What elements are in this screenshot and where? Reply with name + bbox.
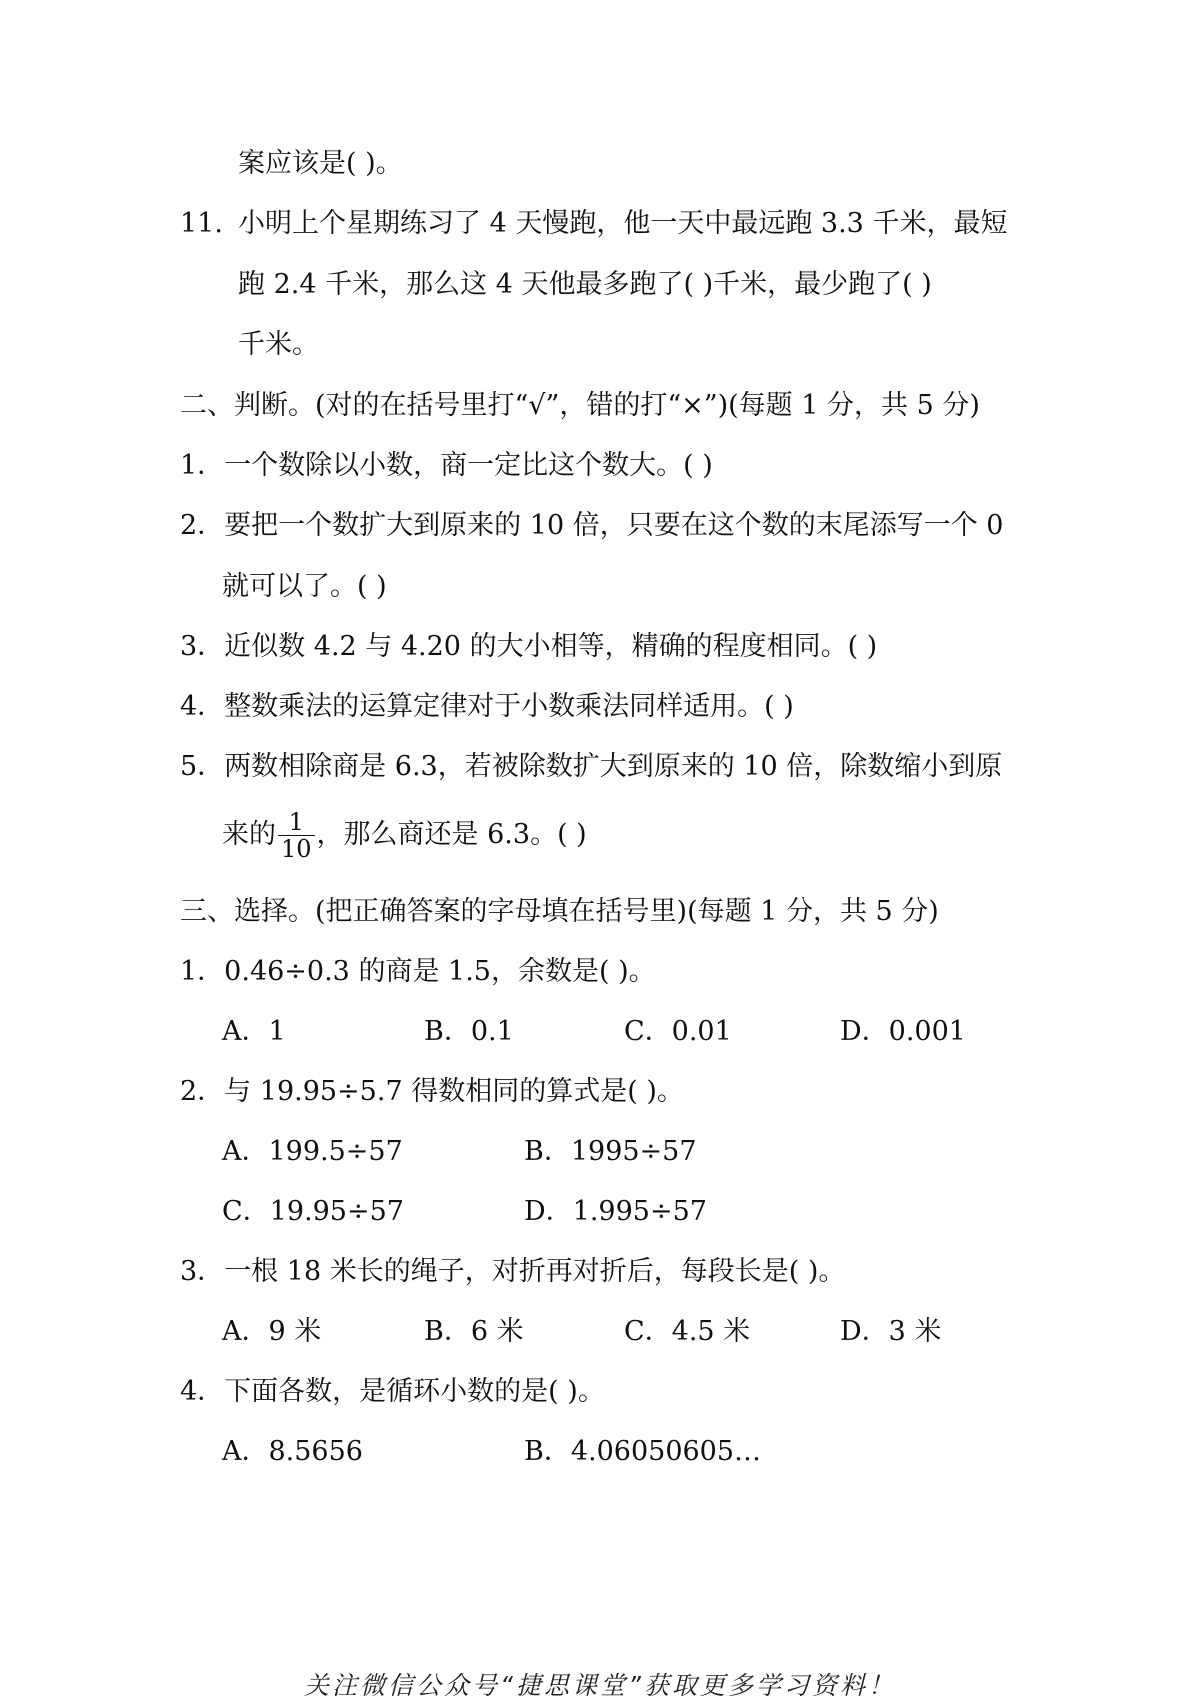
choice-1-option-c: C．0.01 xyxy=(624,1016,732,1047)
fraction-numerator: 1 xyxy=(278,809,315,836)
choice-1-option-a: A．1 xyxy=(222,1016,286,1047)
judge-question-5-suffix: ，那么商还是 6.3。( ) xyxy=(316,819,587,850)
choice-question-3: 3．一根 18 米长的绳子，对折再对折后，每段长是( )。 xyxy=(180,1256,846,1287)
choice-3-option-c: C．4.5 米 xyxy=(624,1316,751,1347)
choice-4-option-b: B．4.06050605… xyxy=(524,1436,762,1467)
choice-3-option-a: A．9 米 xyxy=(222,1316,322,1347)
question-11-line-3: 千米。 xyxy=(238,329,319,360)
judge-question-5-line-2 xyxy=(222,800,587,870)
choice-1-option-b: B．0.1 xyxy=(424,1016,514,1047)
question-11-text-1: 小明上个星期练习了 4 天慢跑，他一天中最远跑 3.3 千米，最短 xyxy=(238,208,1008,239)
choice-2-option-b: B．1995÷57 xyxy=(524,1136,697,1167)
prev-question-continuation: 案应该是( )。 xyxy=(238,148,403,179)
section-3-title: 三、选择。(把正确答案的字母填在括号里)(每题 1 分，共 5 分) xyxy=(180,896,939,927)
fraction-denominator: 10 xyxy=(281,835,312,863)
judge-question-2-line-1: 2．要把一个数扩大到原来的 10 倍，只要在这个数的末尾添写一个 0 xyxy=(180,510,1004,541)
choice-2-option-c: C．19.95÷57 xyxy=(222,1196,404,1227)
question-11-line-2: 跑 2.4 千米，那么这 4 天他最多跑了( )千米，最少跑了( ) xyxy=(238,269,932,300)
judge-question-5-line-1: 5．两数相除商是 6.3，若被除数扩大到原来的 10 倍，除数缩小到原 xyxy=(180,751,1003,782)
judge-question-1: 1．一个数除以小数，商一定比这个数大。( ) xyxy=(180,450,713,481)
choice-4-option-a: A．8.5656 xyxy=(222,1436,363,1467)
question-11-number: 11. xyxy=(180,208,223,239)
choice-3-option-d: D．3 米 xyxy=(840,1316,942,1347)
choice-3-option-b: B．6 米 xyxy=(424,1316,524,1347)
judge-question-3: 3．近似数 4.2 与 4.20 的大小相等，精确的程度相同。( ) xyxy=(180,631,878,662)
judge-question-2-line-2: 就可以了。( ) xyxy=(222,571,387,602)
judge-question-4: 4．整数乘法的运算定律对于小数乘法同样适用。( ) xyxy=(180,691,794,722)
choice-question-4: 4．下面各数，是循环小数的是( )。 xyxy=(180,1376,605,1407)
fraction-one-tenth xyxy=(278,809,315,862)
choice-2-option-d: D．1.995÷57 xyxy=(524,1196,707,1227)
judge-question-5-prefix: 来的 xyxy=(222,819,276,850)
question-11-line-1 xyxy=(180,207,1007,241)
footer-promo-text: 关注微信公众号“捷思课堂”获取更多学习资料！ xyxy=(304,1671,896,1700)
choice-question-2: 2．与 19.95÷5.7 得数相同的算式是( )。 xyxy=(180,1076,684,1107)
choice-1-option-d: D．0.001 xyxy=(840,1016,966,1047)
choice-2-option-a: A．199.5÷57 xyxy=(222,1136,403,1167)
choice-question-1: 1．0.46÷0.3 的商是 1.5，余数是( )。 xyxy=(180,956,656,987)
section-2-title: 二、判断。(对的在括号里打“√”，错的打“×”)(每题 1 分，共 5 分) xyxy=(180,390,980,421)
